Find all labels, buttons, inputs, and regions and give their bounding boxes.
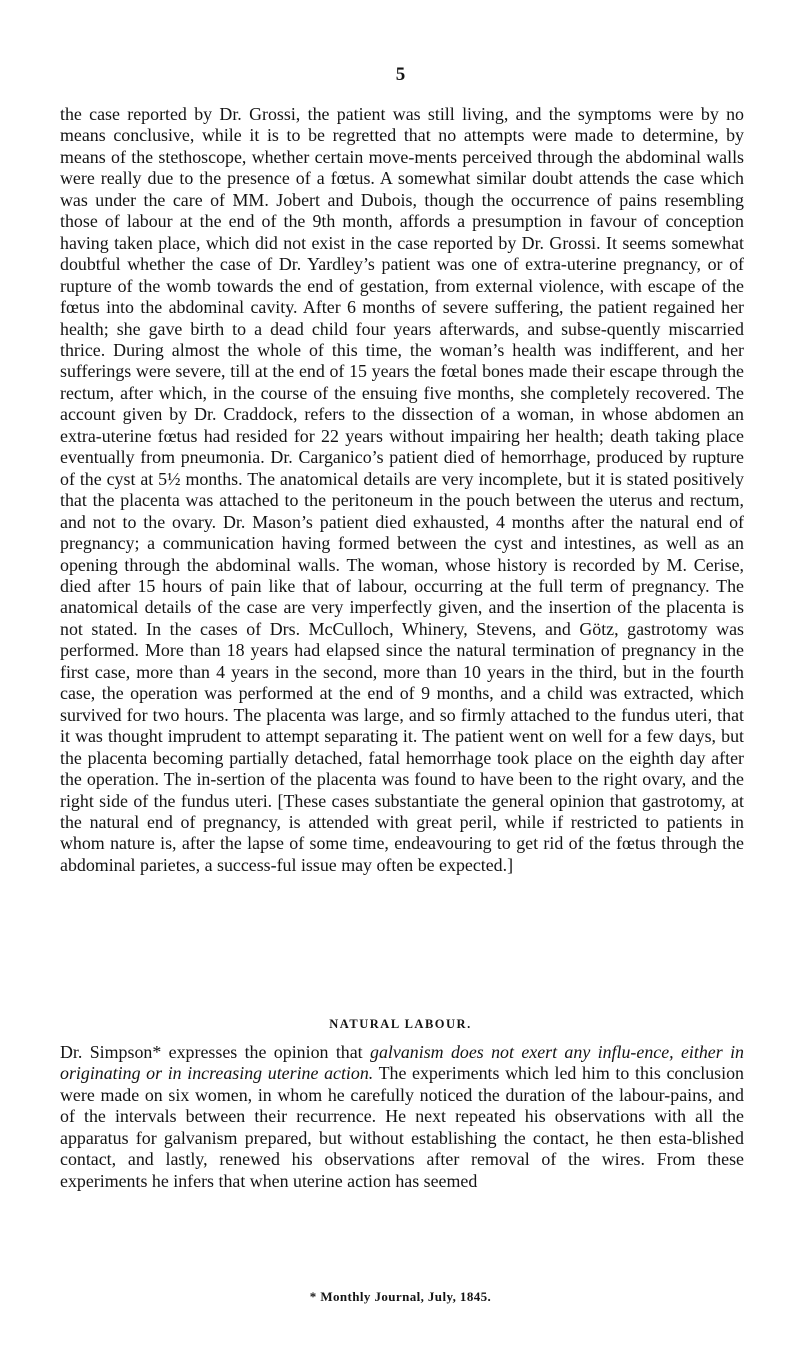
page-number: 5	[395, 64, 406, 85]
footnote: * Monthly Journal, July, 1845.	[309, 1289, 492, 1304]
section-heading: NATURAL LABOUR.	[329, 1017, 472, 1031]
paragraph-lead-text: Dr. Simpson* expresses the opinion that	[60, 1042, 371, 1062]
paragraph-rest-text: The experiments which led him to this conclusion were made on six women, in whom he carefully noticed the duration of the labour-pains, and of the intervals between their recurrence. He next repeated his observations with all the apparatus for galvanism prepared, but without establishing the contact, he then esta-blished contact, and lastly, renewed his observations after removal of the wires. From these experiments he infers that when uterine action has seemed	[60, 1063, 744, 1191]
body-paragraph: the case reported by Dr. Grossi, the patient was still living, and the symptoms were by no means conclusive, while it is to be regretted that no attempts were made to determine, by means of the stethoscope, whether certain move-ments perceived through the abdominal walls were really due to the presence of a fœtus. A somewhat similar doubt attends the case which was under the care of MM. Jobert and Dubois, though the occurrence of pains resembling those of labour at the end of the 9th month, affords a presumption in favour of conception having taken place, which did not exist in the case reported by Dr. Grossi. It seems somewhat doubtful whether the case of Dr. Yardley’s patient was one of extra-uterine pregnancy, or of rupture of the womb towards the end of gestation, from external violence, with escape of the fœtus into the abdominal cavity. After 6 months of severe suffering, the patient regained her health; she gave birth to a dead child four years afterwards, and subse-quently miscarried thrice. During almost the whole of this time, the woman’s health was indifferent, and her sufferings were severe, till at the end of 15 years the fœtal bones made their escape through the rectum, after which, in the course of the ensuing five months, she completely recovered. The account given by Dr. Craddock, refers to the dissection of a woman, in whose abdomen an extra-uterine fœtus had resided for 22 years without impairing her health; death taking place eventually from pneumonia. Dr. Carganico’s patient died of hemorrhage, produced by rupture of the cyst at 5½ months. The anatomical details are very incomplete, but it is stated positively that the placenta was attached to the peritoneum in the pouch between the uterus and rectum, and not to the ovary. Dr. Mason’s patient died exhausted, 4 months after the natural end of pregnancy; a communication having formed between the cyst and intestines, as well as an opening through the abdominal walls. The woman, whose history is recorded by M. Cerise, died after 15 hours of pain like that of labour, occurring at the full term of pregnancy. The anatomical details of the case are very imperfectly given, and the insertion of the placenta is not stated. In the cases of Drs. McCulloch, Whinery, Stevens, and Götz, gastrotomy was performed. More than 18 years had elapsed since the natural termination of pregnancy in the first case, more than 4 years in the second, more than 10 years in the third, but in the fourth case, the operation was performed at the end of 9 months, and a child was extracted, which survived for two hours. The placenta was large, and so firmly attached to the fundus uteri, that it was thought imprudent to attempt separating it. The patient went on well for a few days, but the placenta becoming partially detached, fatal hemorrhage took place on the eighth day after the operation. The in-sertion of the placenta was found to have been to the right ovary, and the right side of the fundus uteri. [These cases substantiate the general opinion that gastrotomy, at the natural end of pregnancy, is attended with great peril, while if restricted to patients in whom nature is, after the lapse of some time, endeavouring to get rid of the fœtus through the abdominal parietes, a success-ful issue may often be expected.]	[60, 104, 744, 875]
italic-emphasis: galvanism does not exert any influ-ence, either in originating or in increasing uterine action.	[60, 1042, 744, 1084]
body-paragraph-natural-labour	[60, 1042, 744, 1192]
